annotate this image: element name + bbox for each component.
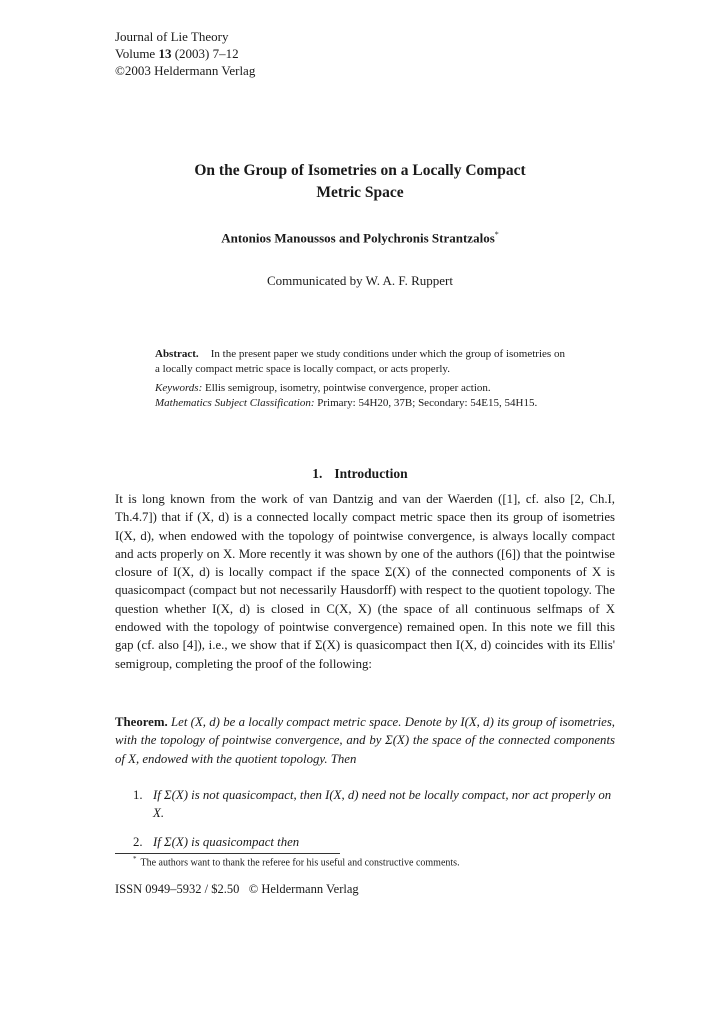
msc-text: Primary: 54H20, 37B; Secondary: 54E15, 54H15. <box>317 397 538 409</box>
intro-paragraph: It is long known from the work of van Dantzig and van der Waerden ([1], cf. also [2, Ch.I, Th.4.7]) that if (X, d) is a connected locally compact metric space then its group of isometries I(X, d), when endowed with the topology of pointwise convergence, is always locally compact and acts properly on X. More recently it was shown by one of the authors ([6]) that the pointwise closure of I(X, d) is locally compact if the space Σ(X) of the connected components of X is quasicompact (compact but not necessarily Hausdorff) with respect to the quotient topology. The question whether I(X, d) is closed in C(X, X) (the space of all continuous selfmaps of X endowed with the topology of pointwise convergence) remained open. In this note we fill this gap (cf. also [4]), i.e., we show that if Σ(X) is quasicompact then I(X, d) coincides with its Ellis' semigroup, completing the proof of the following: <box>115 492 615 671</box>
paper-title: On the Group of Isometries on a Locally Compact Metric Space <box>194 162 526 201</box>
abstract-paragraph <box>155 347 565 377</box>
abstract-block <box>155 347 565 411</box>
issn-text: ISSN 0949–5932 / $2.50 <box>115 882 240 896</box>
item-number: 2. <box>133 834 143 849</box>
keywords-text: Ellis semigroup, isometry, pointwise convergence, proper action. <box>205 382 491 394</box>
section-number: 1. <box>312 466 323 481</box>
footnote-rule <box>115 853 340 854</box>
footnote <box>133 855 460 868</box>
theorem-item <box>115 786 615 823</box>
footnote-mark: * <box>133 855 137 863</box>
item-text: If Σ(X) is not quasicompact, then I(X, d) need not be locally compact, nor act properly on X. <box>153 788 612 821</box>
keywords-label: Keywords: <box>155 382 203 394</box>
section-heading <box>100 466 620 482</box>
journal-copyright: ©2003 Heldermann Verlag <box>115 63 256 78</box>
theorem-item <box>115 833 615 851</box>
item-number: 1. <box>133 788 143 802</box>
issn-footer <box>115 882 359 897</box>
volume-number: 13 <box>158 46 172 61</box>
footnote-text: The authors want to thank the referee for his useful and constructive comments. <box>140 857 460 869</box>
theorem-text: Let (X, d) be a locally compact metric space. Denote by I(X, d) its group of isometries, with the topology of pointwise convergence, and by Σ(X) the space of the connected components of X, endowed with the quotient topology. Then <box>115 715 615 766</box>
theorem-label: Theorem. <box>115 715 168 729</box>
journal-volume: Volume 13 (2003) 7–12 <box>115 46 239 61</box>
journal-header <box>115 28 255 79</box>
publisher-text: © Heldermann Verlag <box>248 882 359 896</box>
abstract-label: Abstract. <box>155 348 199 360</box>
item-text: If Σ(X) is quasicompact then <box>153 834 300 849</box>
paper-authors: Antonios Manoussos and Polychronis Strantzalos* <box>221 230 499 246</box>
section-title: Introduction <box>334 466 408 481</box>
abstract-text: In the present paper we study conditions under which the group of isometries on a locally compact metric space is locally compact, or acts properly. <box>155 348 565 375</box>
keywords-line <box>155 381 565 411</box>
communicated-by: Communicated by W. A. F. Ruppert <box>266 273 453 288</box>
msc-label: Mathematics Subject Classification: <box>155 397 315 409</box>
journal-name: Journal of Lie Theory <box>115 29 229 44</box>
theorem-paragraph <box>115 713 615 768</box>
theorem-items <box>115 786 615 861</box>
author-footnote-mark: * <box>494 230 499 239</box>
